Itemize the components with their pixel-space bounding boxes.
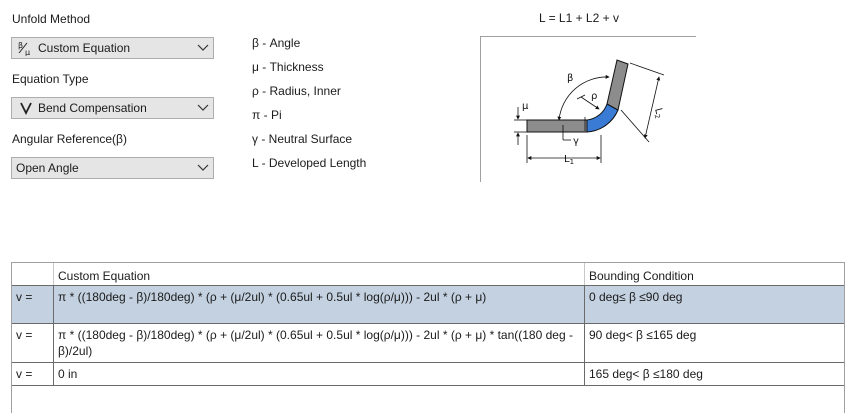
equation-type-dropdown[interactable] xyxy=(11,97,214,119)
row-prefix: v = xyxy=(12,363,54,385)
table-row[interactable] xyxy=(12,286,844,324)
table-row[interactable] xyxy=(12,363,844,386)
l2-subscript: 2 xyxy=(652,113,662,120)
bend-region xyxy=(587,104,618,132)
svg-text:β: β xyxy=(18,41,24,50)
flat-flange xyxy=(527,120,587,132)
l2-label: L xyxy=(652,106,665,116)
svg-text:L2 xyxy=(651,107,665,120)
bend-diagram-drawing xyxy=(481,37,696,182)
beta-label: β xyxy=(567,73,574,84)
legend-item: μ - Thickness xyxy=(252,60,324,74)
legend-item: γ - Neutral Surface xyxy=(252,132,353,146)
custom-equation-icon xyxy=(16,40,36,56)
svg-text:μ: μ xyxy=(25,48,31,56)
table-header xyxy=(12,263,844,286)
header-prefix xyxy=(12,263,54,285)
condition-cell[interactable]: 165 deg< β ≤180 deg xyxy=(589,367,703,381)
row-prefix: v = xyxy=(12,286,54,323)
custom-equation-table xyxy=(11,262,845,413)
chevron-down-icon xyxy=(193,98,213,118)
angular-reference-label: Angular Reference(β) xyxy=(12,132,127,146)
chevron-down-icon xyxy=(193,158,213,178)
legend-item: π - Pi xyxy=(252,108,282,122)
rho-label: ρ xyxy=(591,91,598,102)
equation-cell[interactable]: π * ((180deg - β)/180deg) * (ρ + (μ/2ul) * (0.65ul + 0.5ul * log(ρ/μ))) - 2ul * (ρ + μ) xyxy=(54,286,585,323)
bend-diagram xyxy=(480,36,696,182)
unfold-method-dropdown[interactable] xyxy=(11,37,214,59)
developed-length-formula: L = L1 + L2 + v xyxy=(539,11,619,25)
equation-cell[interactable]: 0 in xyxy=(54,363,585,385)
table-row[interactable] xyxy=(12,324,844,363)
svg-text:L1 xyxy=(564,154,574,166)
unfold-method-value: Custom Equation xyxy=(38,41,131,55)
header-custom-equation[interactable]: Custom Equation xyxy=(54,263,585,285)
equation-type-label: Equation Type xyxy=(12,72,89,86)
angled-flange xyxy=(607,60,628,110)
gamma-label: γ xyxy=(573,136,579,147)
condition-cell[interactable]: 0 deg≤ β ≤90 deg xyxy=(589,290,683,304)
unfold-method-label: Unfold Method xyxy=(12,12,91,26)
legend-item: β - Angle xyxy=(252,36,301,50)
bend-compensation-icon xyxy=(16,100,36,116)
condition-cell[interactable]: 90 deg< β ≤165 deg xyxy=(589,328,697,342)
l1-label: L xyxy=(564,154,570,165)
equation-type-value: Bend Compensation xyxy=(38,101,147,115)
angular-reference-dropdown[interactable] xyxy=(11,157,214,179)
l1-subscript: 1 xyxy=(569,158,575,166)
legend-item: ρ - Radius, Inner xyxy=(252,84,341,98)
mu-label: μ xyxy=(522,101,529,112)
legend-item: L - Developed Length xyxy=(252,156,367,170)
angular-reference-value: Open Angle xyxy=(16,161,79,175)
row-prefix: v = xyxy=(12,324,54,362)
chevron-down-icon xyxy=(193,38,213,58)
equation-cell[interactable]: π * ((180deg - β)/180deg) * (ρ + (μ/2ul) * (0.65ul + 0.5ul * log(ρ/μ))) - 2ul * (ρ + μ) * tan((180 deg - β)/2ul) xyxy=(54,324,585,362)
header-bounding-condition[interactable]: Bounding Condition xyxy=(589,269,694,283)
